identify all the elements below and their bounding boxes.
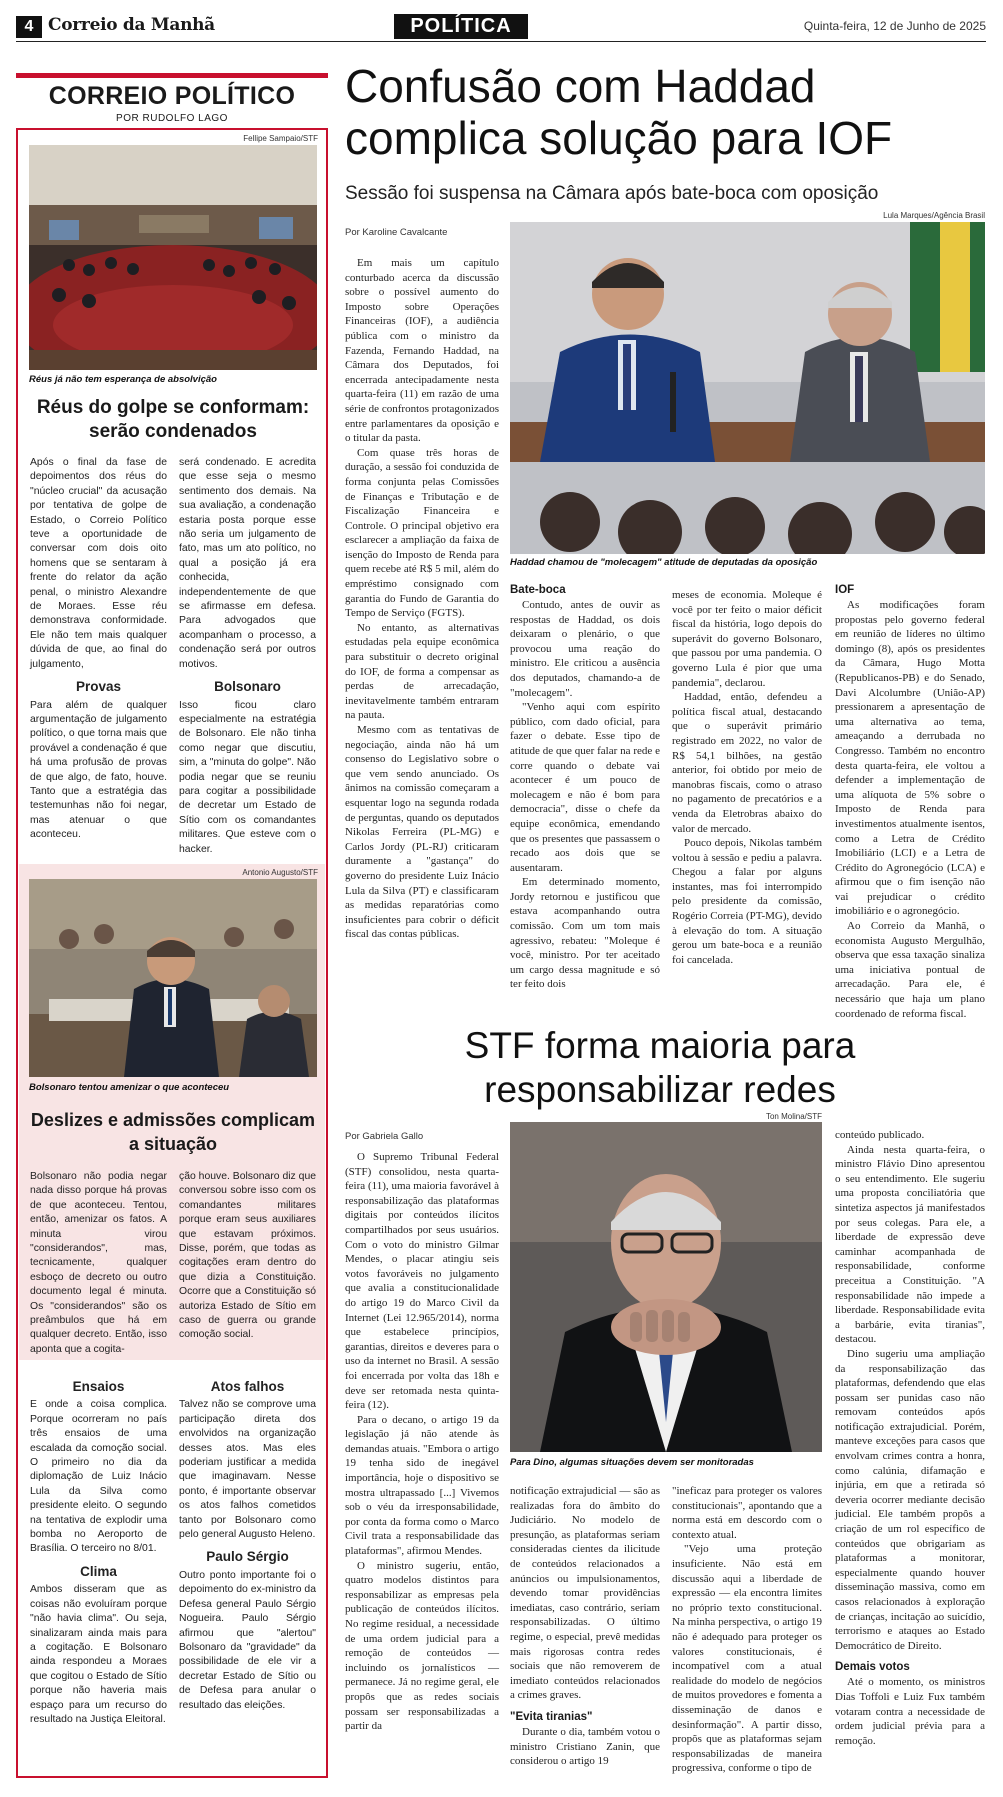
stf-c1-p3: O ministro sugeriu, então, quatro modelos distintos para responsabilizar as empresas pela publicação de conteúdos ilícitos. No regime residual, a necessidade de uma ordem judicial para a remoção de conteúdos — incluindo os jornalísticos — permanece. Já no regime geral, ele propôs que as redes sociais possam ser responsabilizadas a partir da	[345, 1559, 499, 1733]
stf-headline: STF forma maioria para responsabilizar redes	[464, 1025, 856, 1110]
bolsonaro-heading: Bolsonaro	[214, 679, 281, 695]
stf-byline: Por Gabriela Gallo	[345, 1131, 424, 1142]
main-photo-caption: Haddad chamou de "molecagem" atitude de deputadas da oposição	[510, 557, 818, 568]
main-c1-p2: Com quase três horas de duração, a sessão foi conduzida de forma conjunta pelas Comissões de Finanças e Tributação e de Fiscalização Financeira e Controle. O principal objetivo era esclarecer a ampliação da faixa de isenção do Imposto de Renda para quem recebe até R$ 5 mil, além do empréstimo consignado com garantia do Fundo de Garantia do Tempo de Serviço (FGTS).	[345, 446, 499, 620]
story1	[30, 396, 316, 857]
stf-c2-p2: Durante o dia, também votou o ministro Cristiano Zanin, que considerou o artigo 19	[510, 1725, 660, 1768]
column-byline: POR RUDOLFO LAGO	[116, 113, 228, 124]
stf-c4-p1: conteúdo publicado.	[835, 1129, 925, 1141]
plenary-photo	[29, 145, 317, 370]
main-c3-p2: Haddad, então, defendeu a política fiscal atual, destacando que o superávit primário registrado em 2022, no valor de R$ 54,1 bilhões, na gestão anterior, foi obtido por meio de manobras fiscais, como o atraso no pagamento de precatórios e a venda da Eletrobras abaixo do valor de mercado.	[672, 691, 822, 835]
iof-heading: IOF	[835, 584, 855, 596]
story2-text-right: ção houve. Bolsonaro diz que conversou sobre isso com os comandantes militares porque eram seus auxiliares que estavam próximos. Disse, porém, que todas as cogitações eram dentro do que dizia a Constituição. Ocorre que a Constituição só autoriza Estado de Sítio em caso de guerra ou grande comoção social.	[179, 1171, 316, 1341]
provas-heading: Provas	[75, 679, 122, 695]
stf-col-3	[672, 1484, 822, 1776]
paulo-heading: Paulo Sérgio	[206, 1549, 289, 1565]
paulo-text: Outro ponto importante foi o depoimento do ex-ministro da Defesa general Paulo Sérgio Nogueira. Paulo Sérgio afirmou que "alertou" Bolsonaro da "gravidade" da possibilidade de ele vir a decretar Estado de Sítio ou de Defesa para anular o resultado das eleições.	[179, 1569, 316, 1711]
haddad-photo	[510, 222, 985, 554]
batebocaheading: Bate-boca	[510, 584, 566, 596]
main-col-2	[510, 584, 660, 992]
photo2-caption: Bolsonaro tentou amenizar o que aconteceu	[29, 1082, 230, 1093]
stf-c3-p1: "ineficaz para proteger os valores constitucionais", apontando que a norma está em descordo com o contexto atual.	[672, 1485, 822, 1541]
page-header	[16, 14, 986, 40]
column-title: CORREIO POLÍTICO	[48, 82, 296, 110]
photo2-credit: Antonio Augusto/STF	[242, 868, 318, 877]
main-col-4	[835, 584, 985, 1021]
stf-c1-p2: Para o decano, o artigo 19 da legislação já não atende às demandas atuais. "Embora o artigo 19 tenha sido de inegável importância, hoje o dispositivo se mostra ultrapassado [...] Vivemos sob o véu da irresponsabilidade, por conta da forma como o Marco Civil trata a responsabilidade das plataformas", afirmou Mendes.	[345, 1413, 499, 1558]
demais-heading: Demais votos	[835, 1661, 910, 1674]
notes-block	[30, 1380, 316, 1727]
atos-text: Talvez não se comprove uma participação direta dos envolvidos na organização desses atos. Mas eles poderiam justificar a medida que imaginavam. Nesse ponto, é importante observar os atos falhos cometidos tanto por Bolsonaro como pelo general Augusto Heleno.	[179, 1399, 316, 1541]
story2-text-left: Bolsonaro não podia negar nada disso porque há provas de que aconteceu. Tentou, então, amenizar os fatos. A minuta virou "considerandos", mas, tecnicamente, qualquer esboço de decreto ou outro documento legal é minuta. Os "considerandos" são os preâmbulos que há em qualquer decreto. Então, isso aponta que a cogita-	[30, 1171, 167, 1355]
story2-title: Deslizes e admissões complicam a situação	[30, 1110, 316, 1154]
main-c1-p4: Mesmo com as tentativas de negociação, ainda não há um consenso do Legislativo sobre o que vem sendo anunciado. Os ânimos na comissão começaram a esquentar logo na segunda rodada de perguntas, quando os deputados Nikolas Ferreira (PL-MG) e Carlos Jordy (PL-RJ) criticaram duramente a "gastança" do governo do presidente Luiz Inácio Lula da Silva (PT) e classificaram as medidas reparatórias como insuficientes para cobrir o déficit fiscal das contas públicas.	[345, 724, 499, 941]
stf-c4-p3: Dino sugeriu uma ampliação da responsabilização das plataformas, defendendo que elas possam ser punidas caso não removam conteúdos após notificação extrajudicial. Porém, manteve exceções para casos que envolvam crimes contra a honra, como calúnia, difamação e injúria, em que a retirada só deveria ocorrer mediante decisão judicial. Ele também propôs a criação de um rol específico de conteúdos que obrigariam as plataformas a monitorar, especialmente quando houver disseminação massiva, como em casos relacionados à exploração de crianças, incitação ao suicídio, terrorismo e ataques ao Estado Democrático de Direito.	[835, 1347, 985, 1652]
main-c1-p3: No entanto, as alternativas estudadas pela equipe econômica para substituir o decreto original do IOF, de forma a compensar as perdas de arrecadação, inevitavelmente também entraram na pauta.	[345, 621, 499, 722]
stf-c3-p2: "Vejo uma proteção insuficiente. Não está em discussão aqui a liberdade de expressão — ela encontra limites no próprio texto constitucional. Na minha perspectiva, o artigo 19 não é adequado para proteger os valores constitucionais, é incompatível com a atual realidade do modelo de negócios de muitos provedores e fomenta a disseminação de danos e desinformação". A partir disso, propõs que as plataformas sejam responsabilizadas de maneira progressiva, conforme o tipo de	[672, 1543, 822, 1775]
main-col-1	[345, 256, 499, 942]
stf-c4-p4: Até o momento, os ministros Dias Toffoli e Luiz Fux também votaram contra a necessidade de ordem judicial prévia para a remoção.	[835, 1676, 985, 1747]
main-c2-p2: "Venho aqui com espírito público, com dado oficial, para fazer o debate. Esse tipo de atitude de que quer falar na rede e corre quando o debate vai acontecer é um pouco de molecagem e não é bom para democracia", disse o chefe da equipe econômica, emendando que os presentes que passassem o recado aos dois que se ausentaram.	[510, 701, 660, 874]
story1-text-right: será condenado. E acredita que esse seja o mesmo sentimento dos demais. Na sua avaliação, a condenação estaria posta porque esse não seria um julgamento de fato, mas um ato político, no qual a posição já era conhecida, independentemente de que se afirmasse em defesa. Para advogados que acompanham o processo, a condenação será por outros motivos.	[179, 457, 316, 670]
page-number: 4	[16, 16, 42, 38]
main-c4-p1: As modificações foram propostas pelo governo federal em reunião de líderes no último domingo (8), após os presidentes da Câmara, Hugo Motta (Republicanos-PB) e do Senado, Davi Alcolumbre (União-AP) pressionarem a apresentação de uma alternativa ao tema, ameaçando a derrubada no Congresso. Também no encontro desta quarta-feira, ele voltou a defender a implementação de uma alíquota de 5% sobre o Imposto de Renda para investimentos atualmente isentos, como a Letra de Crédito Imobiliário (LCI) e a Letra de Crédito do Agronegócio (LCA) e afirmou que o fim isenção não vai prejudicar o crédito imobiliário e o agronegócio.	[835, 599, 985, 918]
clima-text: Ambos disseram que as coisas não evoluíram porque "não havia clima". Ou seja, sinalizaram ainda mais para a cogitação. E Bolsonaro ainda respondeu a Moraes que cogitou o Estado de Sítio porque não haveria mais espaço para um recurso do resultado na Justiça Eleitoral.	[30, 1584, 167, 1725]
column-top-bar	[16, 73, 328, 78]
evita-heading: "Evita tiranias"	[510, 1710, 593, 1723]
stf-col-2	[510, 1484, 660, 1769]
stf-c1-p1: O Supremo Tribunal Federal (STF) consolidou, nesta quarta-feira (11), uma maioria favorável à responsabilização das plataformas digitais por conteúdos ilícitos compartilhados por seus usuários. Com o voto do ministro Gilmar Mendes, o placar atingiu seis votos favoráveis no julgamento que avalia a constitucionalidade do artigo 19 do Marco Civil da Internet (Lei 12.965/2014), norma que estabelece princípios, garantias, direitos e deveres para o uso da internet no Brasil. A sessão foi encerrada por volta das 18h e deve ser retomada nesta quinta-feira (12).	[345, 1151, 499, 1412]
main-c1-p1: Em mais um capítulo conturbado acerca da discussão sobre o possível aumento do Imposto sobre Operações Financeiras (IOF), a audiência pública com o ministro da Fazenda, Fernando Haddad, na Câmara dos Deputados, foi encerrada antecipadamente nesta quarta-feira (11) em razão de uma série de confrontos protagonizados entre parlamentares da oposição e o titular da pasta.	[345, 257, 499, 445]
bolsonaro-photo	[29, 879, 317, 1077]
bolsonaro-text: Isso ficou claro especialmente na estratégia de Bolsonaro. Ele não tinha como negar que discutiu, sim, a "minuta do golpe". Não podia negar que se reuniu para cogitar a possibilidade de decretar um Estado de Sítio com os comandantes militares. Que esteve com o hacker.	[179, 699, 316, 855]
stf-photo-credit: Ton Molina/STF	[765, 1112, 822, 1121]
ensaios-heading: Ensaios	[72, 1379, 125, 1394]
main-c3-p1: meses de economia. Moleque é você por ter feito o maior déficit fiscal da história, logo depois do superávit do governo Bolsonaro, que passou por uma pandemia. O governo Lula é pior que uma pandemia", declarou.	[672, 589, 822, 689]
story2	[30, 1108, 316, 1357]
stf-c4-p2: Ainda nesta quarta-feira, o ministro Flávio Dino apresentou o seu entendimento. Ele sugeriu uma proposta conciliatória que sintetiza aspectos já manifestados por seus colegas. Para ele, a liberdade de expressão deve caminhar acompanhada de responsabilidade, conforme preceitua a Constituição. "A responsabilidade não impede a liberdade. Responsabilidade evita a barbárie, evita tiranias", destacou.	[835, 1143, 985, 1346]
main-headline: Confusão com Haddad complica solução para IOF	[345, 60, 893, 164]
main-c4-p2: Ao Correio da Manhã, o economista Augusto Mergulhão, observa que essa taxação sinaliza uma iniciativa pontual de arrecadação. Para ele, é necessário que haja um plano coordenado de reforma fiscal.	[835, 920, 985, 1020]
atos-heading: Atos falhos	[210, 1379, 285, 1394]
masthead-logo: Correio da Manhã	[48, 15, 215, 35]
stf-c2-p1: notificação extrajudicial — são as realizadas fora do âmbito do Judiciário. No modelo de presunção, as plataformas seriam consideradas cientes da ilicitude de conteúdos relacionados a anúncios ou impulsionamentos, devendo tomar providências imediatas, caso contrário, seriam responsabilizadas. O último regime, o especial, prevê medidas mais rigorosas contra redes sociais que não removerem de imediato conteúdos relacionados a crimes graves.	[510, 1485, 660, 1702]
main-photo-credit: Lula Marques/Agência Brasil	[883, 211, 985, 220]
header-rule	[16, 41, 986, 42]
stf-col-4	[835, 1128, 985, 1748]
stf-photo-caption: Para Dino, algumas situações devem ser monitoradas	[510, 1457, 754, 1468]
section-badge: POLÍTICA	[394, 14, 528, 39]
photo1-caption: Réus já não tem esperança de absolvição	[29, 374, 217, 385]
clima-heading: Clima	[80, 1563, 117, 1579]
provas-text: Para além de qualquer argumentação de julgamento político, o que torna mais que provável a condenação é que há uma profusão de provas de que algo, de fato, houve. Tanto que a estratégia das testemunhas não foi negar, mas atenuar o que aconteceu.	[30, 699, 167, 841]
page-date: Quinta-feira, 12 de Junho de 2025	[803, 19, 986, 33]
story1-text-left: Após o final da fase de depoimentos dos réus do "núcleo crucial" da acusação por tentativa de golpe de Estado, o Correio Político teve a oportunidade de conversar com dois oito homens que se sentaram à frente do relator da ação penal, o ministro Alexandre de Moraes. Esse réu demonstrava conformidade. Ele não tem mais qualquer dúvida de que, ao final do julgamento,	[30, 457, 167, 670]
main-c3-p3: Pouco depois, Nikolas também voltou à sessão e pediu a palavra. Chegou a falar por alguns instantes, mas foi interrompido pelo presidente da comissão, Rogério Correia (PT-MG), devido à elevação do tom. A situação gerou um bate-boca e a reunião foi cancelada.	[672, 837, 822, 966]
ensaios-text: E onde a coisa complica. Porque ocorreram no país três ensaios de uma escalada da comoção social. O primeiro no dia da diplomação de Luiz Inácio Lula da Silva como presidente eleito. O segundo na tentativa de explodir uma bomba no Aeroporto de Brasília. O terceiro no 8/01.	[30, 1399, 167, 1555]
main-byline: Por Karoline Cavalcante	[345, 227, 448, 238]
main-c2-p1: Contudo, antes de ouvir as respostas de Haddad, os dois deixaram o plenário, o que provocou uma reação do ministro. Ele criticou a ausência dos deputados, chamando-a de "molecagem".	[510, 599, 660, 699]
main-subhead: Sessão foi suspensa na Câmara após bate-boca com oposição	[345, 183, 879, 204]
stf-col-1	[345, 1150, 499, 1734]
main-col-3	[672, 588, 822, 967]
main-c2-p3: Em determinado momento, Jordy retornou e justificou que estava acompanhando outra comissão. Com um tom mais agressivo, rebateu: "Moleque é você, ministro. Por ter aceitado um cargo dessa magnitude e só ter feito dois	[510, 876, 660, 991]
main-col-1-text	[345, 256, 499, 942]
photo1-credit: Fellipe Sampaio/STF	[243, 134, 318, 143]
dino-photo	[510, 1122, 822, 1452]
story1-title: Réus do golpe se conformam: serão condenados	[36, 397, 310, 442]
